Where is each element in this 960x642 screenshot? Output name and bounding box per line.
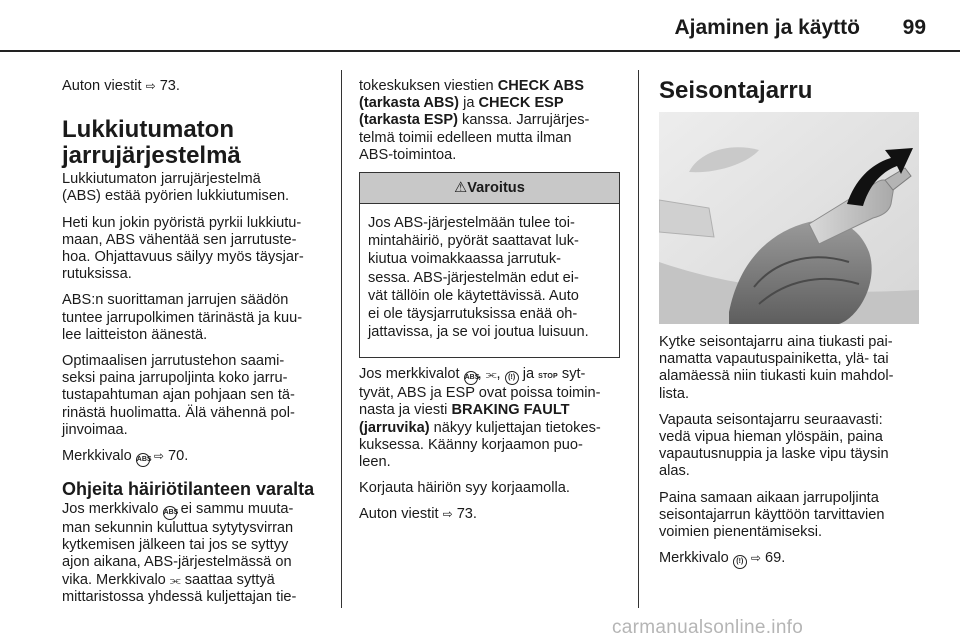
- indicator-paragraph: [62, 448, 337, 467]
- abs-heading-line: jarrujärjestelmä: [62, 142, 241, 170]
- text-line: jinvoimaa.: [62, 421, 128, 438]
- text-line: seksi paina jarrupoljinta koko jarru-: [62, 370, 288, 387]
- stop-light-icon: STOP: [538, 373, 558, 380]
- warning-title: Varoitus: [467, 180, 525, 196]
- text-fragment: kanssa. Jarrujärjes-: [457, 112, 590, 129]
- parking-paragraph: [659, 490, 944, 542]
- text-line: vapautusnuppia ja laske vipu täysin: [659, 446, 889, 463]
- text-fragment: näkyy kuljettajan tietokes-: [429, 419, 601, 436]
- text-line: maan, ABS vähentää sen jarrutuste-: [62, 231, 297, 248]
- parking-brake-heading: Seisontajarru: [659, 77, 813, 104]
- abs-paragraph: [62, 171, 337, 205]
- intro-ref[interactable]: 73.: [159, 78, 180, 94]
- page-ref-arrow-icon: ⇨: [442, 507, 453, 522]
- text-line: ABS:n suorittaman jarrujen säädön: [62, 292, 289, 309]
- message-braking-fault-translation: (jarruvika): [359, 419, 430, 436]
- text-line: rinästä huolimatta. Älä vähennä pol-: [62, 404, 295, 421]
- text-line: lista.: [659, 385, 690, 402]
- text-line: vedä vipua hieman ylöspäin, paina: [659, 429, 883, 446]
- text-fragment: vika. Merkkivalo: [62, 571, 170, 588]
- text-line: tustapahtuman ajan pohjaan sen tä-: [62, 387, 295, 404]
- esp-skid-icon: ⫘: [485, 367, 497, 381]
- column-parking-brake-text: [659, 334, 944, 578]
- text-line: hoa. Ohjattavuus säilyy myös täysjar-: [62, 249, 304, 266]
- abs-warning-light-icon: ABS: [136, 453, 150, 467]
- parking-paragraph: [659, 412, 944, 481]
- column-divider-right: [638, 70, 639, 608]
- text-fragment: saattaa syttyä: [180, 571, 275, 588]
- text-fragment: ,: [477, 366, 486, 382]
- text-line: [62, 501, 337, 520]
- text-line: tyvät, ABS ja ESP ovat poissa toimin-: [359, 385, 601, 402]
- column-divider-left: [341, 70, 342, 608]
- warning-line: vät tällöin ole käytettävissä. Auto: [368, 287, 579, 304]
- text-fragment: ,: [496, 366, 505, 382]
- page-number: 99: [902, 16, 926, 39]
- text-line: kuksessa. Käänny korjaamon puo-: [359, 436, 583, 453]
- indicator-ref[interactable]: 69.: [764, 550, 786, 567]
- text-line: Kytke seisontajarru aina tiukasti pai-: [659, 334, 893, 350]
- abs-paragraph: [62, 292, 337, 344]
- text-line: rutuksissa.: [62, 266, 132, 283]
- message-check-abs: CHECK ABS: [497, 78, 584, 94]
- abs-warning-light-icon: ABS: [163, 506, 177, 520]
- intro-paragraph: [62, 78, 337, 95]
- warning-box: [359, 172, 620, 358]
- warning-line: jattavissa, ja se voi joutua luisuun.: [368, 324, 589, 341]
- warning-triangle-icon: ⚠: [454, 180, 468, 196]
- text-line: [359, 366, 634, 385]
- warning-line: ei ole täysjarrutuksissa enää oh-: [368, 306, 578, 323]
- text-fragment: ja: [459, 95, 479, 112]
- text-fragment: tokeskuksen viestien: [359, 78, 498, 94]
- indicator-text: Merkkivalo: [659, 550, 733, 567]
- text-line: telmä toimii edelleen mutta ilman: [359, 129, 572, 146]
- text-line: Vapauta seisontajarru seuraavasti:: [659, 411, 883, 428]
- abs-paragraph: [62, 353, 337, 439]
- text-line: alas.: [659, 463, 690, 480]
- fault-heading: Ohjeita häiriötilanteen varalta: [62, 479, 315, 500]
- text-line: namatta vapautuspainiketta, ylä- tai: [659, 351, 889, 368]
- abs-paragraph: [62, 215, 337, 284]
- page-ref-arrow-icon: ⇨: [145, 79, 156, 93]
- parking-paragraph: [659, 334, 944, 403]
- watermark: carmanualsonline.info: [612, 617, 804, 638]
- message-braking-fault: BRAKING FAULT: [451, 402, 570, 419]
- abs-heading: [62, 117, 337, 169]
- page-ref-arrow-icon: ⇨: [750, 551, 761, 566]
- page-ref-arrow-icon: ⇨: [153, 449, 164, 464]
- messages-paragraph: [359, 506, 634, 523]
- text-line: [359, 112, 634, 129]
- warning-line: mintahäiriö, pyörät saattavat luk-: [368, 233, 579, 250]
- indicator-ref[interactable]: 70.: [167, 448, 189, 465]
- text-line: ajon aikana, ABS-järjestelmässä on: [62, 554, 292, 571]
- text-line: Optimaalisen jarrutustehon saami-: [62, 353, 285, 370]
- warning-body: [360, 204, 619, 341]
- warning-header: [360, 173, 619, 204]
- warning-line: sessa. ABS-järjestelmän edut ei-: [368, 269, 579, 286]
- warning-line: Jos ABS-järjestelmään tulee toi-: [368, 215, 575, 231]
- text-fragment: syt-: [557, 366, 586, 382]
- column-abs: [62, 78, 337, 615]
- text-line: voimien pienentämiseksi.: [659, 524, 823, 541]
- text-fragment: ei sammu muuta-: [176, 501, 294, 518]
- text-line: [62, 572, 337, 589]
- brake-warning-light-icon: (!): [733, 555, 747, 569]
- brake-warning-light-icon: (!): [505, 371, 519, 385]
- parking-indicator-paragraph: [659, 550, 944, 569]
- header-rule: [0, 50, 960, 52]
- esp-skid-icon: ⫘: [169, 572, 181, 587]
- abs-heading-line: Lukkiutumaton: [62, 116, 234, 144]
- text-line: [359, 402, 634, 419]
- repair-paragraph: Korjauta häiriön syy korjaamolla.: [359, 480, 570, 497]
- text-line: Paina samaan aikaan jarrupoljinta: [659, 489, 879, 506]
- text-line: (ABS) estää pyörien lukkiutumisen.: [62, 188, 290, 205]
- text-line: Heti kun jokin pyöristä pyrkii lukkiutu-: [62, 214, 302, 231]
- fault-paragraph: [62, 501, 337, 606]
- text-line: ABS-toimintoa.: [359, 146, 457, 163]
- check-paragraph: [359, 78, 634, 164]
- text-line: Lukkiutumaton jarrujärjestelmä: [62, 171, 261, 188]
- messages-text: Auton viestit: [359, 506, 443, 523]
- text-line: kytkemisen jälkeen tai jos se syttyy: [62, 537, 289, 554]
- text-line: lee laitteiston äänestä.: [62, 326, 208, 343]
- text-line: [359, 78, 634, 95]
- header-title: Ajaminen ja käyttö: [674, 16, 860, 39]
- message-check-abs-translation: (tarkasta ABS): [359, 95, 460, 112]
- message-check-esp: CHECK ESP: [478, 95, 564, 112]
- text-line: seisontajarrun käyttöön tarvittavien: [659, 506, 885, 523]
- text-line: tuntee jarrupolkimen tärinästä ja kuu-: [62, 309, 303, 326]
- column-parking-brake: [659, 78, 939, 112]
- indicator-text: Merkkivalo: [62, 448, 136, 465]
- text-line: leen.: [359, 454, 391, 471]
- parking-brake-illustration: [659, 112, 919, 324]
- text-fragment: Jos merkkivalo: [62, 501, 163, 518]
- column-abs-lower: [359, 366, 634, 533]
- column-abs-continued: [359, 78, 634, 173]
- warning-line: kiutua voimakkaassa jarrutuk-: [368, 251, 562, 268]
- messages-ref[interactable]: 73.: [456, 506, 477, 523]
- lights-paragraph: [359, 366, 634, 471]
- text-fragment: ja: [518, 366, 539, 382]
- text-line: [359, 420, 634, 437]
- message-check-esp-translation: (tarkasta ESP): [359, 112, 458, 129]
- intro-text: Auton viestit: [62, 78, 146, 94]
- text-line: [359, 95, 634, 112]
- text-fragment: nasta ja viesti: [359, 402, 452, 419]
- text-fragment: Jos merkkivalot: [359, 366, 464, 382]
- abs-warning-light-icon: ABS: [464, 371, 478, 385]
- text-line: mittaristossa yhdessä kuljettajan tie-: [62, 588, 297, 605]
- text-line: alamäessä niin tiukasti kuin mahdol-: [659, 368, 894, 385]
- text-line: man sekunnin kuluttua sytytysvirran: [62, 520, 294, 537]
